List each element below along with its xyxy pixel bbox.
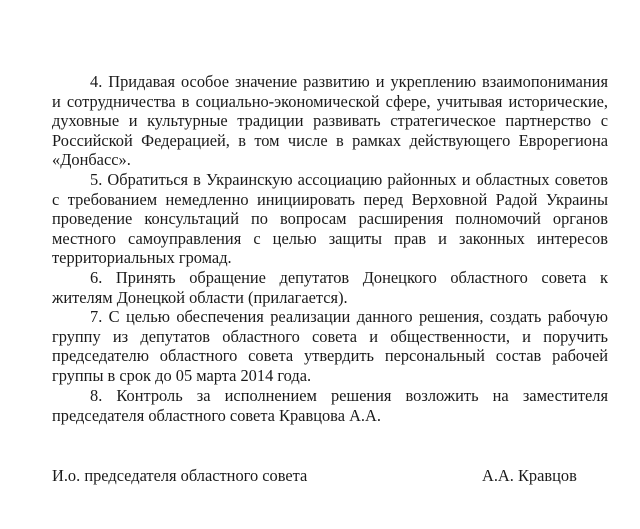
paragraph-line: группы в срок до 05 марта 2014 года. (52, 365, 312, 385)
paragraph-6 (52, 268, 608, 307)
signature-position: И.о. председателя областного совета (52, 466, 308, 485)
paragraph-line: «Донбасс». (52, 150, 131, 170)
paragraph-line: 8. Контроль за исполнением решения возложить на заместителя (90, 386, 608, 405)
paragraph-line: 7. С целью обеспечения реализации данного решения, создать рабочую (90, 307, 608, 326)
signature-name: А.А. Кравцов (482, 466, 577, 485)
paragraph-7 (52, 307, 608, 385)
paragraph-line: 5. Обратиться в Украинскую ассоциацию районных и областных советов (90, 170, 608, 189)
paragraph-line: и сотрудничества в социально-экономической сфере, учитывая исторические, (52, 91, 608, 111)
paragraph-line: местного самоуправления с целью защиты прав и законных интересов (52, 228, 608, 248)
paragraph-line: группу из депутатов областного совета и общественности, и поручить (52, 326, 608, 346)
paragraph-4 (52, 72, 608, 170)
paragraph-line: территориальных громад. (52, 248, 232, 268)
paragraph-line: с требованием немедленно инициировать перед Верховной Радой Украины (52, 189, 608, 209)
paragraph-line: проведение консультаций по вопросам расширения полномочий органов (52, 209, 608, 229)
paragraph-5 (52, 170, 608, 268)
paragraph-line: председателю областного совета утвердить персональный состав рабочей (52, 346, 608, 366)
paragraph-line: 4. Придавая особое значение развитию и укреплению взаимопонимания (90, 72, 608, 91)
paragraph-line: духовные и культурные традиции развивать стратегическое партнерство с (52, 111, 608, 131)
paragraph-line: 6. Принять обращение депутатов Донецкого областного совета к (90, 268, 608, 287)
paragraph-line: Российской Федерацией, в том числе в рамках действующего Еврорегиона (52, 130, 608, 150)
paragraph-line: председателя областного совета Кравцова А.А. (52, 405, 381, 425)
paragraph-line: жителям Донецкой области (прилагается). (52, 287, 348, 307)
paragraph-8 (52, 386, 608, 425)
